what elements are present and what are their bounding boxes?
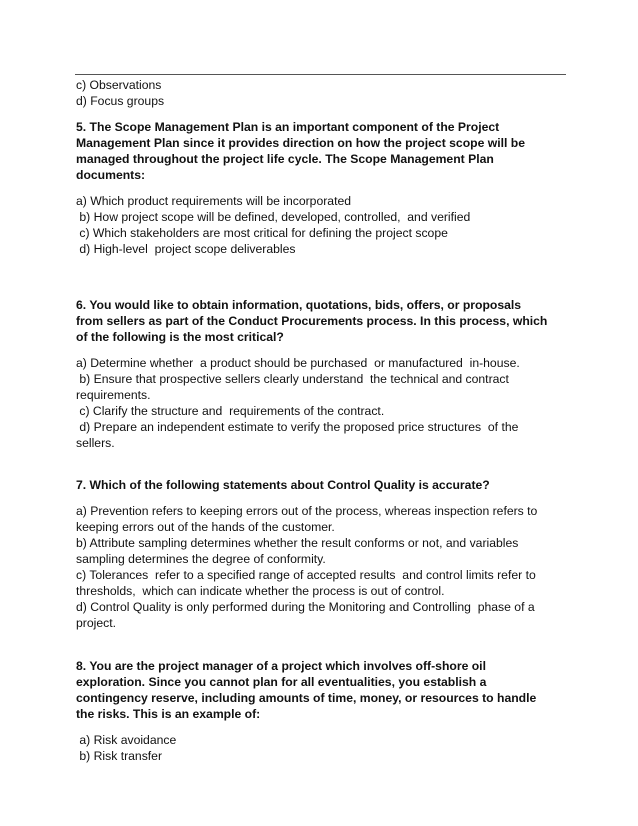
answer-option: a) Determine whether a product should be purchased or manufactured in-house. <box>76 356 520 370</box>
answer-option: b) How project scope will be defined, developed, controlled, and verified <box>76 210 471 224</box>
answer-option: sellers. <box>76 436 115 450</box>
answer-option: d) High-level project scope deliverables <box>76 242 296 256</box>
question-text: of the following is the most critical? <box>76 330 284 344</box>
answer-option: a) Which product requirements will be incorporated <box>76 194 352 208</box>
answer-option: c) Which stakeholders are most critical for defining the project scope <box>76 226 448 240</box>
answer-option: c) Observations <box>76 78 162 92</box>
question-text: 6. You would like to obtain information, quotations, bids, offers, or proposals <box>76 298 522 312</box>
answer-option: keeping errors out of the hands of the customer. <box>76 520 335 534</box>
header-rule <box>75 74 566 75</box>
question-text: 5. The Scope Management Plan is an important component of the Project <box>76 120 500 134</box>
question-text: the risks. This is an example of: <box>76 707 261 721</box>
answer-option: d) Prepare an independent estimate to verify the proposed price structures of the <box>76 420 519 434</box>
document-body <box>76 77 566 764</box>
question-text: managed throughout the project life cycle. The Scope Management Plan <box>76 152 494 166</box>
question-text: exploration. Since you cannot plan for all eventualities, you establish a <box>76 675 487 689</box>
question-text: from sellers as part of the Conduct Procurements process. In this process, which <box>76 314 548 328</box>
question-text: Management Plan since it provides direction on how the project scope will be <box>76 136 525 150</box>
answer-option: c) Clarify the structure and requirements of the contract. <box>76 404 385 418</box>
answer-option: b) Ensure that prospective sellers clearly understand the technical and contract <box>76 372 509 386</box>
answer-option: b) Risk transfer <box>76 749 163 763</box>
answer-option: project. <box>76 616 116 630</box>
question-7 <box>76 477 566 631</box>
answer-option: sampling determines the degree of conformity. <box>76 552 326 566</box>
answer-option: a) Prevention refers to keeping errors out of the process, whereas inspection refers to <box>76 504 538 518</box>
question-5 <box>76 119 566 257</box>
answer-option: thresholds, which can indicate whether the process is out of control. <box>76 584 445 598</box>
answer-option: c) Tolerances refer to a specified range of accepted results and control limits refer to <box>76 568 536 582</box>
question-6 <box>76 297 566 451</box>
answer-option: b) Attribute sampling determines whether the result conforms or not, and variables <box>76 536 519 550</box>
answer-option: a) Risk avoidance <box>76 733 177 747</box>
answer-option: d) Control Quality is only performed during the Monitoring and Controlling phase of a <box>76 600 535 614</box>
question-text: 8. You are the project manager of a project which involves off-shore oil <box>76 659 486 673</box>
answer-option: requirements. <box>76 388 151 402</box>
question-text: contingency reserve, including amounts of time, money, or resources to handle <box>76 691 537 705</box>
question-8 <box>76 658 566 764</box>
question-text: documents: <box>76 168 146 182</box>
answer-option: d) Focus groups <box>76 94 165 108</box>
question-text: 7. Which of the following statements about Control Quality is accurate? <box>76 478 490 492</box>
